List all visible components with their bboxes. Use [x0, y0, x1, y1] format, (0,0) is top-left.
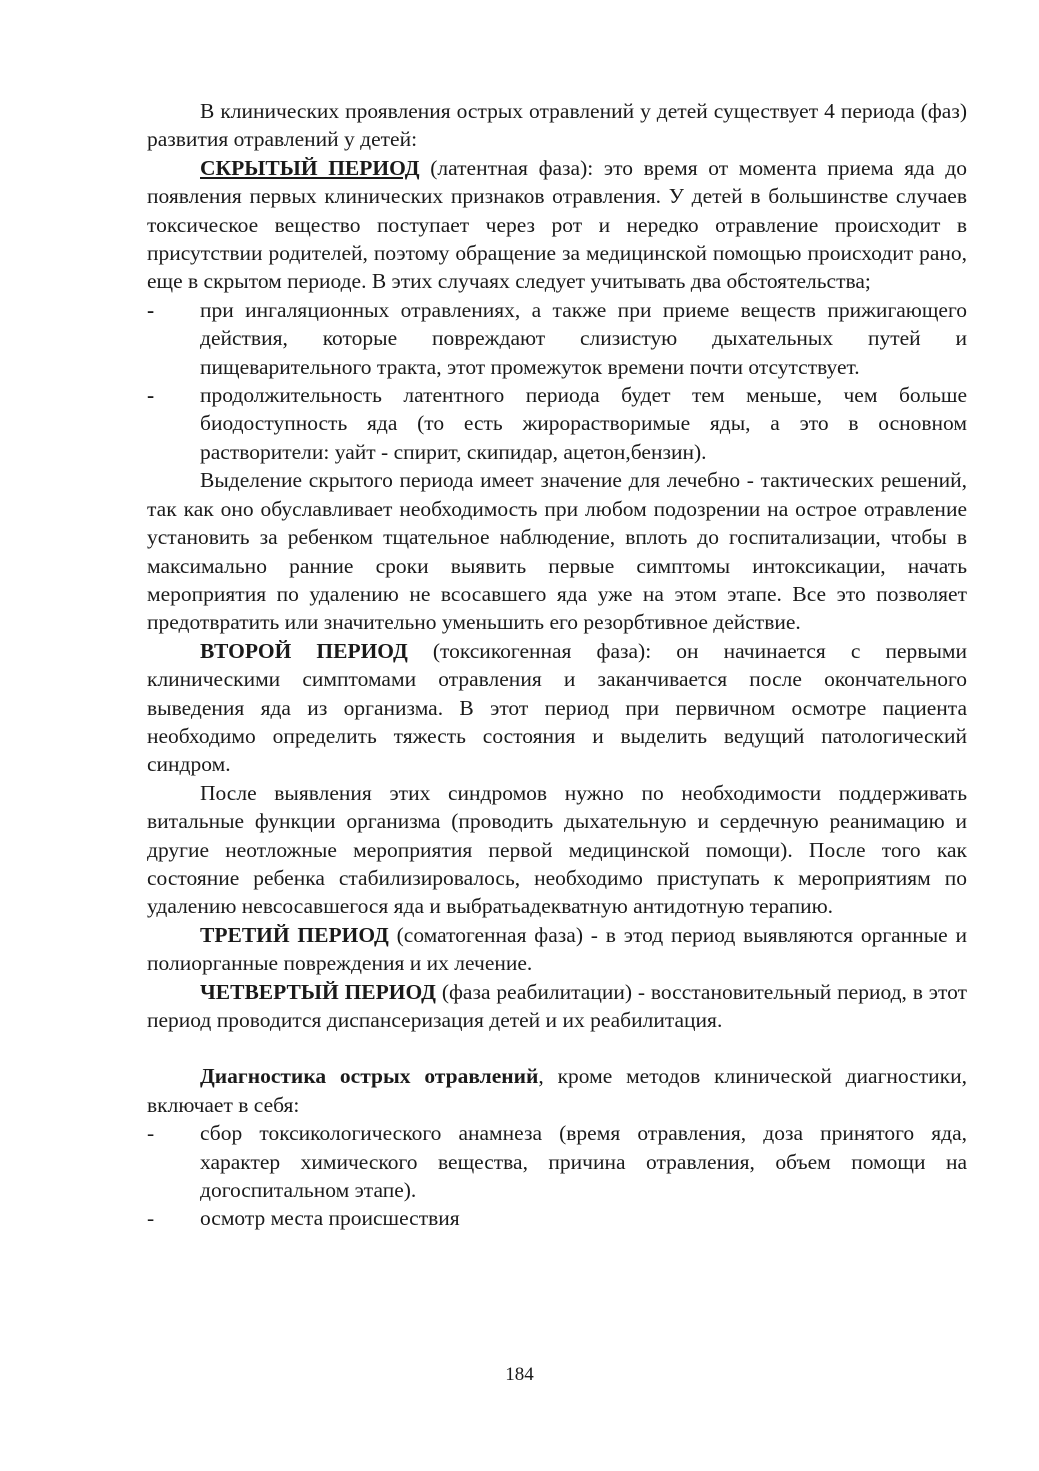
diagnostics-paragraph — [147, 1062, 967, 1119]
third-period-text: (соматогенная фаза) - в этод период выявляются органные и полиорганные повреждения и их лечение. — [147, 922, 968, 976]
list-item-text: осмотр места происшествия — [200, 1206, 460, 1231]
list-item-text: при ингаляционных отравлениях, а также при приеме веществ прижигающего действия, которые повреждают слизистую дыхательных путей и пищеварительного тракта, этот промежуток времени почти отсутствует. — [200, 297, 967, 379]
syndromes-paragraph: После выявления этих синдромов нужно по необходимости поддерживать витальные функции организма (проводить дыхательную и сердечную реанимацию и другие неотложные мероприятия первой медицинской помощи). После того как состояние ребенка стабилизировалось, необходимо приступать к мероприятиям по удалению невсосавшегося яда и выбратьадекватную антидотную терапию. — [147, 780, 967, 919]
list-dash: - — [147, 1121, 155, 1146]
second-period-paragraph — [147, 637, 967, 779]
list-item — [147, 1119, 967, 1204]
fourth-period-text: (фаза реабилитации) - восстановительный период, в этот период проводится диспансеризация детей и их реабилитация. — [147, 979, 968, 1032]
diagnostics-text: , кроме методов клинической диагностики, включает в себя: — [147, 1064, 967, 1117]
paragraph-gap — [147, 1034, 967, 1062]
list-dash: - — [147, 1206, 155, 1231]
fourth-period-paragraph — [147, 978, 967, 1035]
page-text — [147, 97, 967, 1233]
list-item-text: сбор токсикологического анамнеза (время отравления, доза принятого яда, характер химического вещества, причина отравления, объем помощи на догоспитальном этапе). — [200, 1121, 967, 1203]
hidden-period-paragraph: Выделение скрытого периода имеет значение для лечебно - тактических решений, так как оно обуславливает необходимость при любом подозрении на острое отравление установить за ребенком тщательное наблюдение, вплоть до госпитализации, чтобы в максимально ранние сроки выявить первые симптомы интоксикации, начать мероприятия по удалению не всосавшего яда уже на этом этапе. Все это позволяет предотвратить или значительно уменьшить его резорбтивное действие. — [147, 468, 967, 635]
fourth-period-heading: ЧЕТВЕРТЫЙ ПЕРИОД — [200, 979, 436, 1004]
second-period-heading: ВТОРОЙ ПЕРИОД — [200, 638, 408, 663]
latent-period-heading: СКРЫТЫЙ ПЕРИОД — [200, 155, 420, 180]
diagnostics-heading: Диагностика острых отравлений — [200, 1064, 539, 1089]
list-dash: - — [147, 383, 155, 408]
list-item — [147, 381, 967, 466]
third-period-paragraph — [147, 921, 967, 978]
page-number: 184 — [505, 1364, 534, 1385]
latent-period-text: (латентная фаза): это время от момента приема яда до появления первых клинических признаков отравления. У детей в большинстве случаев токсическое вещество поступает через рот и нередко отравление происходит в присутствии родителей, поэтому обращение за медицинской помощью происходит рано, еще в скрытом периоде. В этих случаях следует учитывать два обстоятельства; — [147, 155, 967, 294]
third-period-heading: ТРЕТИЙ ПЕРИОД — [200, 922, 389, 947]
intro-paragraph: В клинических проявления острых отравлений у детей существует 4 периода (фаз) развития отравлений у детей: — [147, 99, 967, 152]
list-item-text: продолжительность латентного периода будет тем меньше, чем больше биодоступность яда (то есть жирорастворимые яды, а это в основном растворители: уайт - спирит, скипидар, ацетон,бензин). — [200, 383, 967, 464]
latent-period-paragraph — [147, 154, 967, 296]
list-item — [147, 296, 967, 381]
list-item — [147, 1204, 967, 1232]
list-dash: - — [147, 297, 155, 322]
second-period-text: (токсикогенная фаза): он начинается с первыми клиническими симптомами отравления и заканчивается после окончательного выведения яда из организма. В этот период при первичном осмотре пациента необходимо определить тяжесть состояния и выделить ведущий патологический синдром. — [147, 638, 968, 777]
